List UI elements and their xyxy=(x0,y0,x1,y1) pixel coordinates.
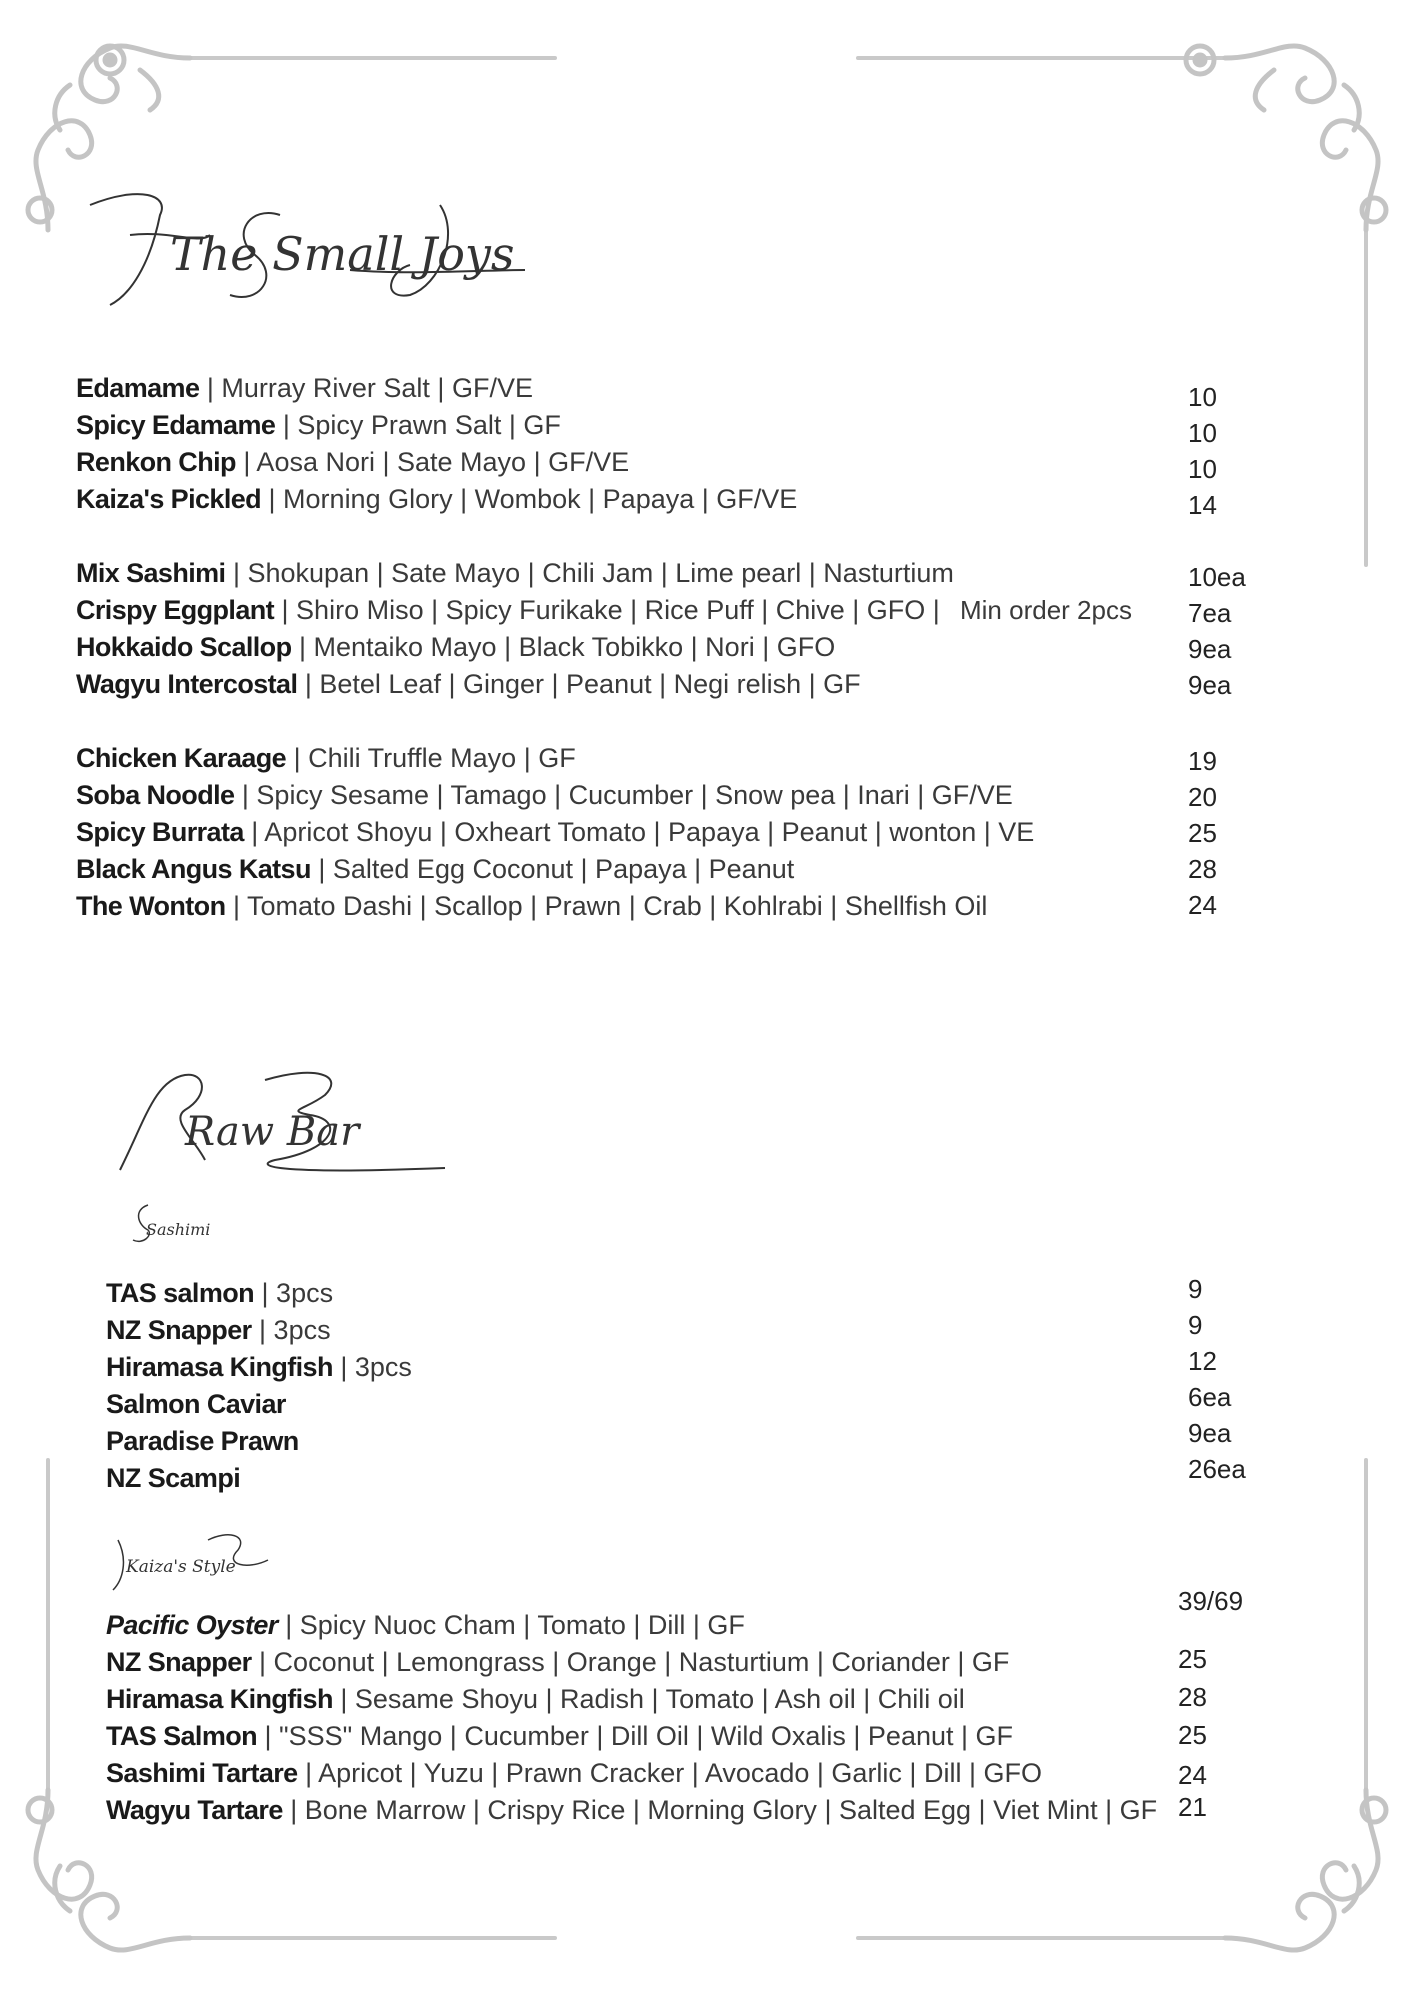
menu-item-price: 25 xyxy=(1188,818,1217,848)
menu-item xyxy=(76,445,629,479)
menu-item xyxy=(106,1424,299,1458)
kaizas-style-subtitle xyxy=(108,1530,288,1605)
menu-item-price: 9ea xyxy=(1188,634,1232,664)
menu-item-description: | Murray River Salt | GF/VE xyxy=(199,373,533,403)
menu-item-price: 10ea xyxy=(1188,562,1246,592)
kaizas-style-subtitle-text: Kaiza's Style xyxy=(126,1557,236,1577)
menu-item-description: | Shiro Miso | Spicy Furikake | Rice Puff | Chive | GFO | xyxy=(274,595,940,625)
menu-item-name: TAS Salmon xyxy=(106,1721,258,1751)
menu-item xyxy=(106,1719,1013,1753)
menu-item xyxy=(76,889,987,923)
menu-item xyxy=(76,556,954,590)
raw-bar-title xyxy=(115,1060,455,1190)
menu-item xyxy=(106,1608,745,1642)
sashimi-subtitle-text: Sashimi xyxy=(146,1220,211,1239)
sashimi-subtitle xyxy=(128,1200,248,1255)
menu-item-price: 9ea xyxy=(1188,1418,1232,1448)
menu-item-price: 6ea xyxy=(1188,1382,1232,1412)
menu-item-name: TAS salmon xyxy=(106,1278,255,1308)
menu-item xyxy=(106,1682,965,1716)
menu-item-price: 24 xyxy=(1178,1760,1207,1790)
menu-item-price: 24 xyxy=(1188,890,1217,920)
menu-item xyxy=(106,1793,1157,1827)
menu-item xyxy=(106,1350,412,1384)
small-joys-title xyxy=(80,175,540,315)
menu-item-price: 39/69 xyxy=(1178,1586,1244,1616)
menu-item-description: | Apricot | Yuzu | Prawn Cracker | Avocado | Garlic | Dill | GFO xyxy=(297,1758,1042,1788)
menu-item-name: Kaiza's Pickled xyxy=(76,484,262,514)
menu-item-name: Salmon Caviar xyxy=(106,1389,286,1419)
menu-item-name: Sashimi Tartare xyxy=(106,1758,298,1788)
menu-item-description: | Tomato Dashi | Scallop | Prawn | Crab | Kohlrabi | Shellfish Oil xyxy=(225,891,988,921)
menu-item-name: Wagyu Intercostal xyxy=(76,669,298,699)
menu-item-price: 21 xyxy=(1178,1792,1207,1822)
menu-item-name: Paradise Prawn xyxy=(106,1426,299,1456)
menu-item-description: | Aosa Nori | Sate Mayo | GF/VE xyxy=(235,447,630,477)
menu-item-name: Chicken Karaage xyxy=(76,743,287,773)
menu-item-description: | Salted Egg Coconut | Papaya | Peanut xyxy=(310,854,795,884)
menu-item-price: 7ea xyxy=(1188,598,1232,628)
menu-item-name: Spicy Burrata xyxy=(76,817,244,847)
menu-item-name: Mix Sashimi xyxy=(76,558,226,588)
menu-item-price: 25 xyxy=(1178,1644,1207,1674)
menu-item-description: | Coconut | Lemongrass | Orange | Nasturtium | Coriander | GF xyxy=(251,1647,1010,1677)
menu-item xyxy=(76,852,794,886)
menu-item-price: 10 xyxy=(1188,454,1217,484)
menu-item-price: 28 xyxy=(1178,1682,1207,1712)
menu-item-note: Min order 2pcs xyxy=(960,595,1132,625)
menu-item-description: | Spicy Prawn Salt | GF xyxy=(275,410,561,440)
menu-item-price: 9ea xyxy=(1188,670,1232,700)
menu-item-price: 26ea xyxy=(1188,1454,1246,1484)
menu-item-name: NZ Snapper xyxy=(106,1647,252,1677)
raw-bar-title-flourish xyxy=(115,1060,455,1190)
menu-item-description: | 3pcs xyxy=(332,1352,412,1382)
menu-item-name: Black Angus Katsu xyxy=(76,854,311,884)
menu-item-description: | Bone Marrow | Crispy Rice | Morning Glory | Salted Egg | Viet Mint | GF xyxy=(282,1795,1158,1825)
menu-item-name: Wagyu Tartare xyxy=(106,1795,283,1825)
menu-item xyxy=(76,630,835,664)
menu-item xyxy=(106,1387,286,1421)
menu-item-name: The Wonton xyxy=(76,891,226,921)
small-joys-title-flourish xyxy=(80,175,540,315)
menu-item xyxy=(106,1756,1042,1790)
menu-item-price: 10 xyxy=(1188,382,1217,412)
menu-item-name: Soba Noodle xyxy=(76,780,235,810)
menu-item-description: | Spicy Sesame | Tamago | Cucumber | Snow pea | Inari | GF/VE xyxy=(234,780,1013,810)
menu-item-name: Hiramasa Kingfish xyxy=(106,1352,333,1382)
menu-item-name: NZ Scampi xyxy=(106,1463,241,1493)
menu-item-price: 19 xyxy=(1188,746,1217,776)
menu-item-price: 9 xyxy=(1188,1310,1203,1340)
menu-item-name: Hokkaido Scallop xyxy=(76,632,292,662)
menu-item-description: | "SSS" Mango | Cucumber | Dill Oil | Wild Oxalis | Peanut | GF xyxy=(257,1721,1014,1751)
menu-item-name: Hiramasa Kingfish xyxy=(106,1684,333,1714)
menu-item xyxy=(76,667,861,701)
menu-item xyxy=(106,1276,333,1310)
menu-item-name: Pacific Oyster xyxy=(106,1610,278,1640)
menu-item xyxy=(76,815,1034,849)
menu-item-price: 25 xyxy=(1178,1720,1207,1750)
menu-item-price: 9 xyxy=(1188,1274,1203,1304)
menu-item-description: | Betel Leaf | Ginger | Peanut | Negi relish | GF xyxy=(297,669,861,699)
menu-item-name: Spicy Edamame xyxy=(76,410,276,440)
menu-item xyxy=(76,482,797,516)
menu-item-description: | Shokupan | Sate Mayo | Chili Jam | Lime pearl | Nasturtium xyxy=(225,558,954,588)
menu-item xyxy=(106,1461,240,1495)
menu-item-description: | Morning Glory | Wombok | Papaya | GF/VE xyxy=(261,484,798,514)
menu-item-name: Crispy Eggplant xyxy=(76,595,275,625)
menu-item-description: | Apricot Shoyu | Oxheart Tomato | Papaya | Peanut | wonton | VE xyxy=(243,817,1035,847)
menu-item-description: | Mentaiko Mayo | Black Tobikko | Nori | GFO xyxy=(291,632,836,662)
kaizas-style-subtitle-graphic xyxy=(108,1530,288,1600)
menu-item xyxy=(76,778,1013,812)
menu-item-description: | Chili Truffle Mayo | GF xyxy=(286,743,576,773)
menu-item-name: Renkon Chip xyxy=(76,447,236,477)
menu-item-price: 10 xyxy=(1188,418,1217,448)
menu-item-price: 20 xyxy=(1188,782,1217,812)
menu-item xyxy=(76,741,576,775)
menu-item xyxy=(106,1645,1009,1679)
menu-item xyxy=(76,408,561,442)
small-joys-title-text: The Small Joys xyxy=(170,227,515,281)
menu-item-description: | Spicy Nuoc Cham | Tomato | Dill | GF xyxy=(277,1610,745,1640)
sashimi-subtitle-graphic xyxy=(128,1200,248,1250)
menu-item-description: | Sesame Shoyu | Radish | Tomato | Ash oil | Chili oil xyxy=(332,1684,965,1714)
raw-bar-title-text: Raw Bar xyxy=(185,1109,360,1155)
menu-item-price: 12 xyxy=(1188,1346,1217,1376)
menu-item xyxy=(76,371,533,405)
menu-item-price: 14 xyxy=(1188,490,1217,520)
menu-item-name: Edamame xyxy=(76,373,200,403)
menu-item xyxy=(76,593,940,627)
menu-item xyxy=(106,1313,331,1347)
menu-item-description: | 3pcs xyxy=(251,1315,331,1345)
menu-item-description: | 3pcs xyxy=(254,1278,334,1308)
menu-item-name: NZ Snapper xyxy=(106,1315,252,1345)
menu-item-price: 28 xyxy=(1188,854,1217,884)
